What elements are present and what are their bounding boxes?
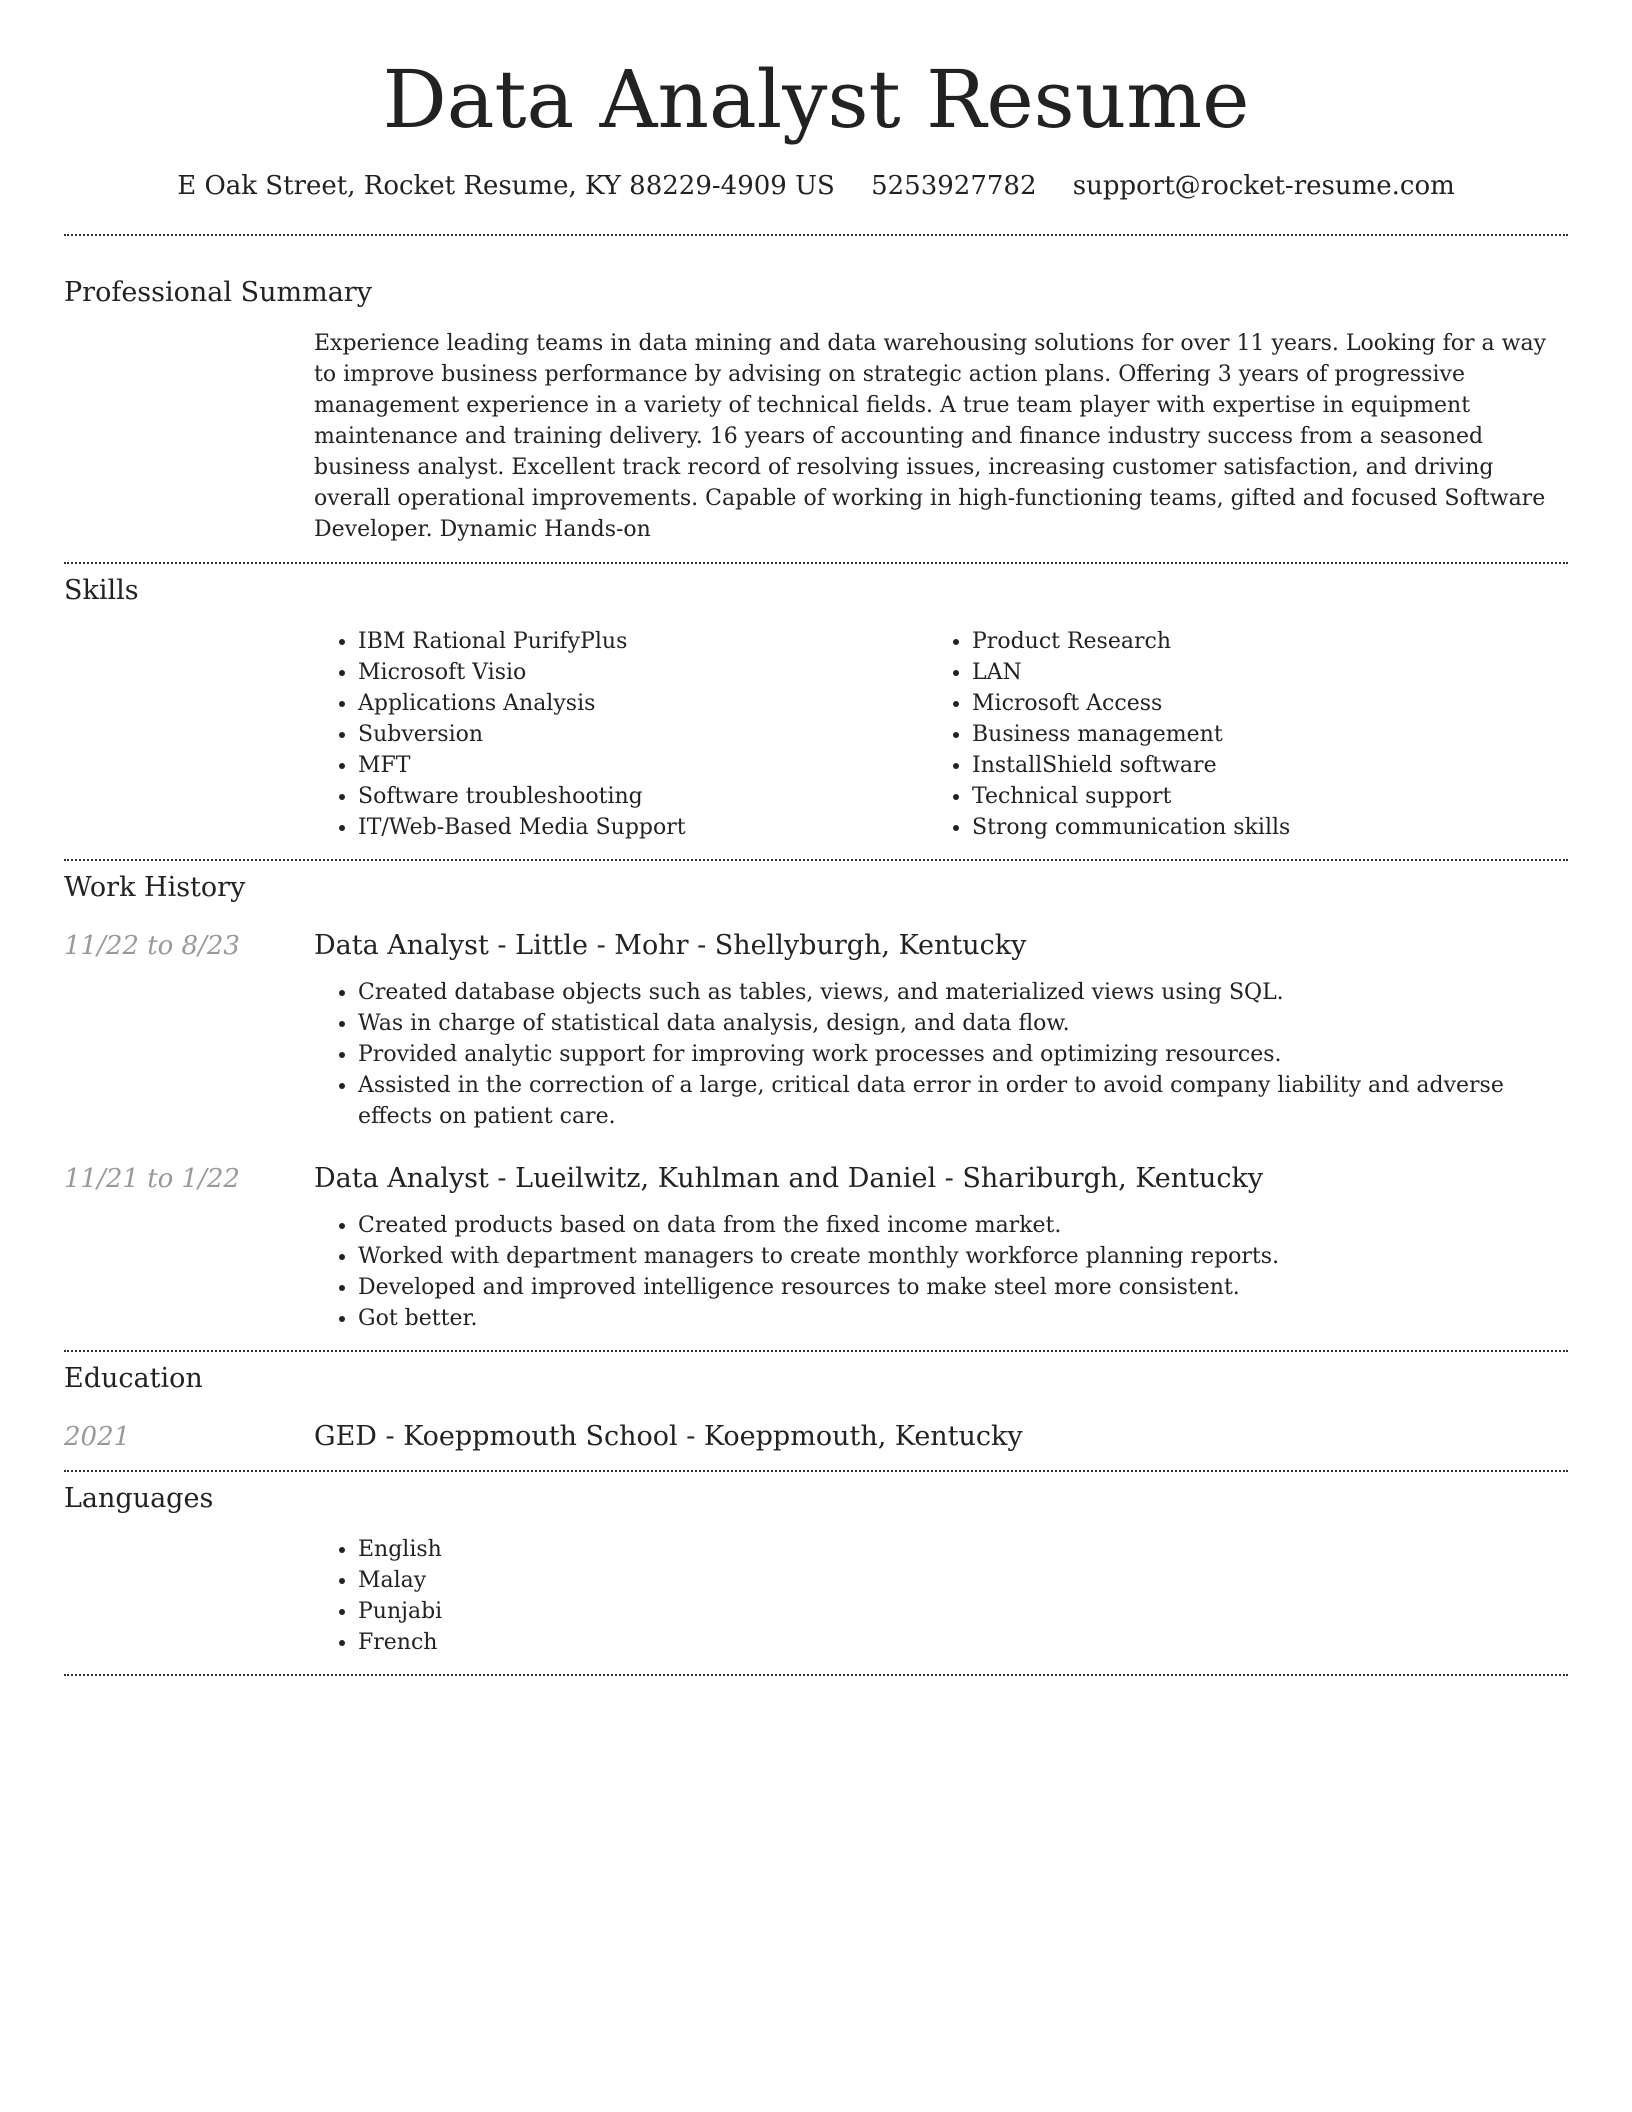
language-item: • Malay	[358, 1565, 1568, 1596]
skill-item: • Microsoft Access	[972, 688, 1542, 719]
language-item: • Punjabi	[358, 1596, 1568, 1627]
divider	[64, 1350, 1568, 1352]
skills-column-right	[928, 626, 1542, 843]
divider	[64, 1470, 1568, 1472]
contact-line	[64, 170, 1568, 202]
skill-item: • Applications Analysis	[358, 688, 928, 719]
job-dates: 11/21 to 1/22	[64, 1164, 240, 1194]
divider	[64, 234, 1568, 236]
skill-item: • Product Research	[972, 626, 1542, 657]
job-entry	[64, 1162, 1568, 1334]
job-bullet: • Developed and improved intelligence resources to make steel more consistent.	[358, 1272, 1568, 1303]
skills-column-left	[314, 626, 928, 843]
section-title-skills: Skills	[64, 575, 139, 606]
job-bullet: • Got better.	[358, 1303, 1568, 1334]
education-year: 2021	[64, 1422, 131, 1452]
section-title-summary: Professional Summary	[64, 277, 372, 308]
job-bullet: • Provided analytic support for improving work processes and optimizing resources.	[358, 1039, 1568, 1070]
language-item: • French	[358, 1627, 1568, 1658]
job-dates: 11/22 to 8/23	[64, 931, 240, 961]
education-heading: GED - Koeppmouth School - Koeppmouth, Kentucky	[314, 1421, 1023, 1452]
language-item: • English	[358, 1534, 1568, 1565]
skill-item: • Software troubleshooting	[358, 781, 928, 812]
divider	[64, 562, 1568, 564]
job-bullet: • Worked with department managers to create monthly workforce planning reports.	[358, 1241, 1568, 1272]
divider	[64, 859, 1568, 861]
contact-phone: 5253927782	[871, 171, 1037, 201]
page-title: Data Analyst Resume	[382, 53, 1250, 146]
job-bullet: • Created database objects such as tables, views, and materialized views using SQL.	[358, 977, 1568, 1008]
skill-item: • Subversion	[358, 719, 928, 750]
skill-item: • MFT	[358, 750, 928, 781]
skill-item: • Technical support	[972, 781, 1542, 812]
skills-list	[314, 626, 1568, 843]
job-bullet: • Assisted in the correction of a large, critical data error in order to avoid company liability and adverse effects on patient care.	[358, 1070, 1568, 1132]
job-entry	[64, 929, 1568, 1132]
section-title-education: Education	[64, 1363, 203, 1394]
skill-item: • IBM Rational PurifyPlus	[358, 626, 928, 657]
section-title-work: Work History	[64, 872, 246, 903]
skill-item: • Business management	[972, 719, 1542, 750]
divider	[64, 1674, 1568, 1676]
skill-item: • Strong communication skills	[972, 812, 1542, 843]
job-bullet: • Was in charge of statistical data analysis, design, and data flow.	[358, 1008, 1568, 1039]
skill-item: • LAN	[972, 657, 1542, 688]
contact-address: E Oak Street, Rocket Resume, KY 88229-4909 US	[177, 171, 835, 201]
job-bullet: • Created products based on data from the fixed income market.	[358, 1210, 1568, 1241]
resume-page	[64, 0, 1568, 1676]
job-heading: Data Analyst - Lueilwitz, Kuhlman and Daniel - Shariburgh, Kentucky	[314, 1163, 1264, 1194]
skill-item: • InstallShield software	[972, 750, 1542, 781]
contact-email: support@rocket-resume.com	[1072, 171, 1455, 201]
skill-item: • Microsoft Visio	[358, 657, 928, 688]
section-title-languages: Languages	[64, 1483, 214, 1514]
summary-text: Experience leading teams in data mining and data warehousing solutions for over 11 years. Looking for a way to improve business performance by advising on strategic action plans. Offering 3 years of progressive management experience in a variety of technical fields. A true team player with expertise in equipment maintenance and training delivery. 16 years of accounting and finance industry success from a seasoned business analyst. Excellent track record of resolving issues, increasing customer satisfaction, and driving overall operational improvements. Capable of working in high-functioning teams, gifted and focused Software Developer. Dynamic Hands-on	[314, 331, 1546, 542]
skill-item: • IT/Web-Based Media Support	[358, 812, 928, 843]
job-heading: Data Analyst - Little - Mohr - Shellyburgh, Kentucky	[314, 930, 1027, 961]
education-entry	[64, 1420, 1568, 1454]
languages-list	[314, 1534, 1568, 1658]
